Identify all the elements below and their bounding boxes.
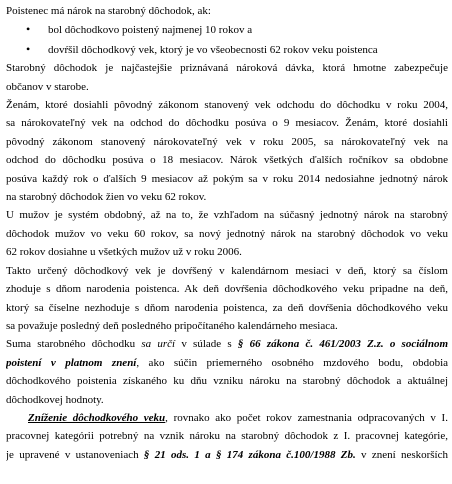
text-run: v znení neskorších [355, 448, 448, 461]
paragraph-line: pôvodný zákonom stanovený nárokovateľný vek v roku 2005, sa nárokovateľný vek na [6, 135, 448, 148]
list-item [6, 20, 448, 39]
paragraph-line: sa nárokovateľný vek na odchod do dôchodku posúva o 9 mesiacov. Ženám, ktoré dosiahli [6, 117, 448, 130]
paragraph-line: Ženám, ktoré dosiahli pôvodný zákonom stanovený vek odchodu do dôchodku v roku 2004, [6, 99, 448, 112]
paragraph-line: odchod do dôchodku posúva o 18 mesiacov. Nárok všetkých ďalších ročníkov sa obdobne [6, 154, 448, 167]
paragraph-line: U mužov je systém obdobný, až na to, že vzhľadom na súčasný jednotný nárok na starobný [6, 209, 448, 222]
paragraph-line: na starobný dôchodok žien vo veku 62 rokov. [6, 191, 207, 204]
paragraph-line: občanov v starobe. [6, 80, 89, 93]
paragraph-line: dôchodkového poistenia získaného ku dňu vzniku nároku na starobný dôchodok a aktuálnej [6, 375, 448, 388]
list-item-text: dovŕšil dôchodkový vek, ktorý je vo všeobecnosti 62 rokov veku poistenca [48, 43, 378, 56]
paragraph-line: pracovnej kategórii potrebný na vznik nároku na starobný dôchodok z I. pracovnej kategórie, [6, 430, 448, 443]
text-run: , ako súčin priemerného osobného mzdového bodu, obdobia [136, 356, 448, 369]
paragraph-line: posúva každý rok o ďalších 9 mesiacov až pokým sa v roku 2014 nedosiahne jednotný nárok [6, 172, 448, 185]
legal-reference: poistení v platnom znení [6, 356, 137, 369]
paragraph-line: sa považuje posledný deň posledného pripočítaného kalendárneho mesiaca. [6, 319, 338, 332]
section-term: Zníženie dôchodkového veku [28, 411, 166, 424]
legal-reference: § 21 ods. 1 a § 174 zákona č.100/1988 Zb. [143, 448, 356, 461]
text-run: v súlade s [175, 338, 238, 351]
paragraph-line: dôchodok mužov vo veku 60 rokov, sa nový jednotný nárok na starobný dôchodok vo veku [6, 227, 448, 240]
paragraph-line: 62 rokov dosiahne u všetkých mužov už v roku 2006. [6, 246, 242, 259]
paragraph-line: dôchodkovej hodnoty. [6, 393, 104, 406]
paragraph-line: Starobný dôchodok je najčastejšie priznávaná nároková dávka, ktorá hmotne zabezpečuje [6, 62, 448, 75]
paragraph-line [6, 446, 448, 464]
intro-line: Poistenec má nárok na starobný dôchodok, ak: [6, 5, 211, 17]
paragraph-line [6, 335, 448, 353]
text-run: je upravené v ustanoveniach [6, 448, 144, 461]
paragraph-line [6, 409, 448, 427]
text-run: , rovnako ako počet rokov zamestnania odpracovaných v I. [165, 411, 448, 424]
paragraph-line: ktorý sa číselne nezhoduje s dňom narodenia poistenca, za deň dovŕšenia dôchodkového veku [6, 301, 448, 314]
paragraph-line [6, 354, 448, 372]
italic-run: sa určí [141, 338, 176, 351]
list-item-text: bol dôchodkovo poistený najmenej 10 rokov a [48, 24, 253, 37]
paragraph-line: zhoduje s dňom narodenia poistenca. Ak deň dovŕšenia dôchodkového veku pripadne na deň, [6, 283, 448, 296]
text-run: Suma starobného dôchodku [6, 338, 142, 351]
bullet-icon: • [26, 22, 31, 37]
list-item [6, 40, 448, 59]
paragraph-line: Takto určený dôchodkový vek je dovŕšený v kalendárnom mesiaci v deň, ktorý sa číslom [6, 264, 448, 277]
bullet-icon: • [26, 41, 31, 56]
legal-reference: § 66 zákona č. 461/2003 Z.z. o sociálnom [237, 338, 448, 351]
